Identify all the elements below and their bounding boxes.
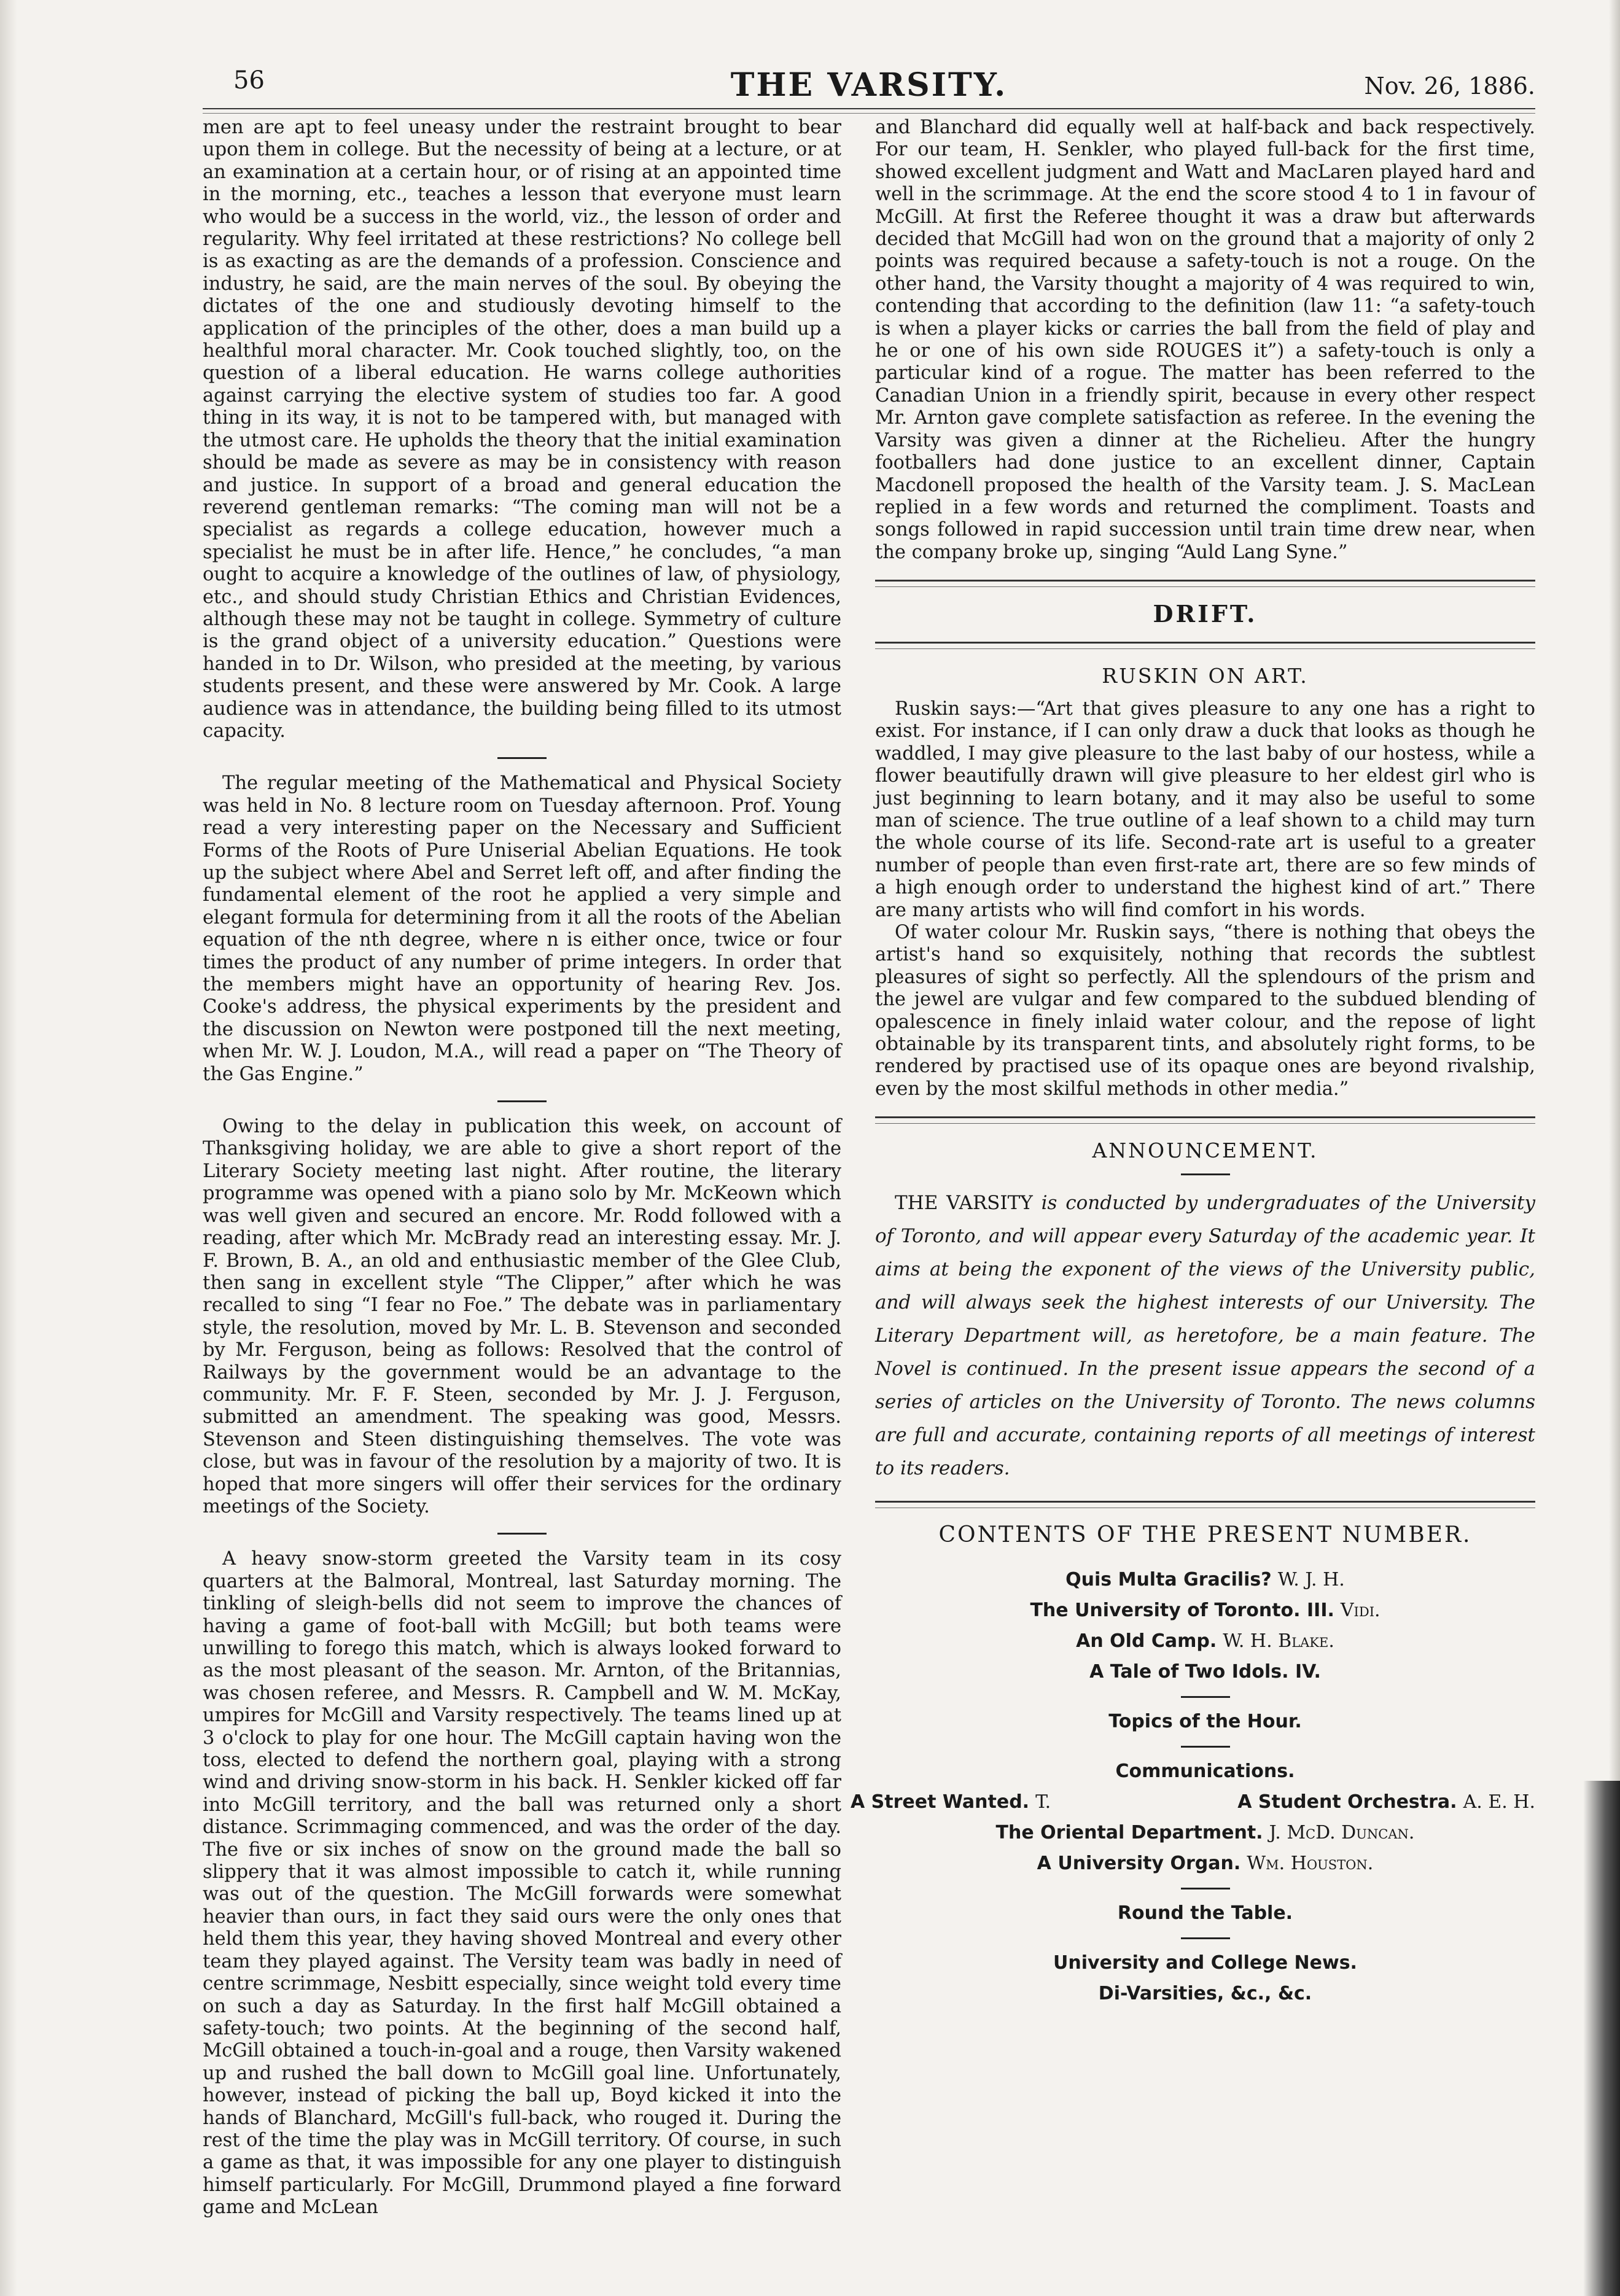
toc-entry-title: The Oriental Department. [995, 1822, 1263, 1844]
math-society-paragraph: The regular meeting of the Mathematical and Physical Society was held in No. 8 lecture room on Tuesday afternoon. Prof. Young read a very interesting paper on the Necessary and Sufficient Forms of the Roots of Pure Uniserial Abelian Equations. He took up the subject where Abel and Serret left off, and after finding the fundamental element of the root he applied a very simple and elegant formula for determining from it all the roots of the Abelian equation of the nth degree, where n is either once, twice or four times the product of any number of prime integers. In order that the members might have an opportunity of hearing Rev. Jos. Cooke's address, the physical experiments by the president and the discussion on Newton were postponed till the next meeting, when Mr. W. J. Loudon, M.A., will read a paper on “The Theory of the Gas Engine.” [203, 772, 841, 1085]
toc-entry [875, 1818, 1535, 1848]
toc-entry-title: The University of Toronto. III. [1030, 1600, 1334, 1622]
announcement-body: is conducted by undergraduates of the University of Toronto, and will appear every Saturday of the academic year. It aims at being the exponent of the views of the University public, and will always seek the highest interests of our University. The Literary Department will, as heretofore, be a main feature. The Novel is continued. In the present issue appears the second of a series of articles on the University of Toronto. The news columns are full and accurate, containing reports of all meetings of interest to its readers. [875, 1191, 1535, 1479]
toc-entry-author: Vidi. [1340, 1600, 1381, 1622]
toc-entry-pair [851, 1787, 1535, 1818]
right-column [851, 117, 1535, 2009]
section-divider [497, 1100, 547, 1102]
ruskin-paragraph-2: Of water colour Mr. Ruskin says, “there is nothing that obeys the artist's hand so exquisitely, nothing that records the subtlest pleasures of sight so perfectly. All the splendours of the prism and the jewel are vulgar and few compared to the subdued blending of opalescence in finely inlaid water colour, and the repose of light obtainable by its transparent tints, and absolutely right forms, to be rendered by practised use of its opaque ones are beyond rivalship, even by the most skilful methods in other media.” [875, 922, 1535, 1100]
double-rule [875, 642, 1535, 649]
toc-entry-title: Quis Multa Gracilis? [1065, 1569, 1272, 1591]
announcement-lead: THE VARSITY [895, 1191, 1033, 1214]
toc-entry-title: A University Organ. [1037, 1853, 1241, 1875]
toc-entry [875, 1848, 1535, 1879]
toc-divider [1181, 1696, 1230, 1698]
page-edge-right [1609, 0, 1620, 1781]
toc-entry-author: T. [1035, 1791, 1051, 1813]
toc-entry [875, 1657, 1535, 1687]
toc-divider [1181, 1888, 1230, 1889]
section-divider [497, 1533, 547, 1535]
toc-round-table: Round the Table. [1117, 1902, 1293, 1924]
toc-entry-author: W. J. H. [1277, 1569, 1345, 1591]
toc-entry-author: Wm. Houston. [1247, 1853, 1374, 1875]
toc-entry [875, 1595, 1535, 1626]
toc-divider [1181, 1746, 1230, 1748]
cook-lecture-paragraph: men are apt to feel uneasy under the restraint brought to bear upon them in college. But the necessity of being at a lecture, or at an examination at a certain hour, or of rising at an appointed time in the morning, etc., teaches a lesson that everyone must learn who would be a success in the world, viz., the lesson of order and regularity. Why feel irritated at these restrictions? No college bell is as exacting as are the demands of a profession. Conscience and industry, he said, are the main nerves of the soul. By obeying the dictates of the one and studiously devoting himself to the application of the principles of the other, does a man build up a healthful moral character. Mr. Cook touched slightly, too, on the question of a liberal education. He warns college authorities against carrying the elective system of studies too far. A good thing in its way, it is not to be tampered with, but managed with the utmost care. He upholds the theory that the initial examination should be made as severe as may be in consistency with reason and justice. In support of a broad and general education the reverend gentleman remarks: “The coming man will not be a specialist as regards a college education, however much a specialist he must be in after life. Hence,” he concludes, “a man ought to acquire a knowledge of the outlines of law, of physiology, etc., and should study Christian Ethics and Christian Evidences, although these may not be taught in college. Symmetry of culture is the grand object of a university education.” Questions were handed in to Dr. Wilson, who presided at the meeting, by various students present, and these were answered by Mr. Cook. A large audience was in attendance, the building being filled to its utmost capacity. [203, 117, 841, 742]
ruskin-heading: RUSKIN ON ART. [1102, 663, 1309, 688]
toc-entry-author: J. McD. Duncan. [1269, 1822, 1415, 1844]
page-number: 56 [233, 66, 265, 95]
issue-date: Nov. 26, 1886. [1364, 72, 1535, 99]
toc-divarsities: Di-Varsities, &c., &c. [1098, 1983, 1312, 2005]
masthead-title: THE VARSITY. [730, 66, 1008, 104]
page-edge-left [0, 0, 17, 2296]
toc-entry-title: A Street Wanted. [851, 1791, 1030, 1813]
football-continued-paragraph: and Blanchard did equally well at half-back and back respectively. For our team, H. Senkler, who played full-back for the first time, showed excellent judgment and Watt and MacLaren played hard and well in the scrimmage. At the end the score stood 4 to 1 in favour of McGill. At first the Referee thought it was a draw but afterwards decided that McGill had won on the ground that a majority of only 2 points was required because a safety-touch is not a rouge. On the other hand, the Varsity thought a majority of 4 was required to win, contending that according to the definition (law 11: “a safety-touch is when a player kicks or carries the ball from the field of play and he or one of his own side ROUGES it”) a safety-touch is only a particular kind of a rogue. The matter has been referred to the Canadian Union in a friendly spirit, because in every other respect Mr. Arnton gave complete satisfaction as referee. In the evening the Varsity was given a dinner at the Richelieu. After the hungry footballers had done justice to an excellent dinner, Captain Macdonell proposed the health of the Varsity team. J. S. MacLean replied in a few words and returned the compliment. Toasts and songs followed in rapid succession until train time drew near, when the company broke up, singing “Auld Lang Syne.” [875, 117, 1535, 563]
toc-news: University and College News. [1053, 1952, 1357, 1974]
double-rule [875, 1116, 1535, 1124]
announcement-text [875, 1186, 1535, 1485]
toc-entry [1237, 1787, 1535, 1818]
toc-entry-title: A Student Orchestra. [1237, 1791, 1457, 1813]
toc-entry [875, 1626, 1535, 1657]
page-binding-shadow [1583, 1781, 1620, 2296]
contents-heading: CONTENTS OF THE PRESENT NUMBER. [938, 1522, 1472, 1547]
section-divider [497, 757, 547, 759]
toc-communications: Communications. [1115, 1761, 1295, 1783]
toc-entry-author: W. H. Blake. [1223, 1630, 1334, 1652]
toc-divider [1181, 1937, 1230, 1939]
toc-entry-author: A. E. H. [1463, 1791, 1535, 1813]
table-of-contents [851, 1565, 1535, 2009]
section-divider [1181, 1173, 1230, 1175]
double-rule [875, 580, 1535, 587]
drift-heading: DRIFT. [1153, 600, 1258, 628]
left-column [203, 117, 841, 2219]
toc-entry [851, 1787, 1051, 1818]
toc-entry [875, 1565, 1535, 1595]
header-rule [203, 108, 1535, 114]
football-paragraph: A heavy snow-storm greeted the Varsity team in its cosy quarters at the Balmoral, Montreal, last Saturday morning. The tinkling of sleigh-bells did not seem to improve the chances of having a game of foot-ball with McGill; but both teams were unwilling to forego this match, which is always looked forward to as the most pleasant of the season. Mr. Arnton, of the Britannias, was chosen referee, and Messrs. R. Campbell and W. M. McKay, umpires for McGill and Varsity respectively. The teams lined up at 3 o'clock to play for one hour. The McGill captain having won the toss, elected to defend the northern goal, playing with a strong wind and driving snow-storm in his back. H. Senkler kicked off far into McGill territory, and the ball was returned only a short distance. Scrimmaging commenced, and was the order of the day. The five or six inches of snow on the ground made the ball so slippery that it was almost impossible to catch it, while running was out of the question. The McGill forwards were somewhat heavier than ours, in fact they said ours were the only ones that held them this year, they having shoved Montreal and every other team they played against. The Versity team was badly in need of centre scrimmage, Nesbitt especially, since weight told every time on such a day as Saturday. In the first half McGill obtained a safety-touch; two points. At the beginning of the second half, McGill obtained a touch-in-goal and a rouge, then Varsity wakened up and rushed the ball down to McGill goal line. Unfortunately, however, instead of picking the ball up, Boyd kicked it into the hands of Blanchard, McGill's full-back, who rouged it. During the rest of the time the play was in McGill territory. Of course, in such a game as that, it was impossible for any one player to distinguish himself particularly. For McGill, Drummond played a fine forward game and McLean [203, 1548, 841, 2219]
announcement-heading: ANNOUNCEMENT. [1092, 1138, 1318, 1163]
toc-entry-title: An Old Camp. [1076, 1630, 1217, 1652]
double-rule [875, 1501, 1535, 1508]
running-head [203, 66, 1535, 109]
toc-entry-title: A Tale of Two Idols. IV. [1089, 1661, 1321, 1683]
toc-topics: Topics of the Hour. [1108, 1711, 1302, 1733]
ruskin-paragraph-1: Ruskin says:—“Art that gives pleasure to any one has a right to exist. For instance, if I can only draw a duck that looks as though he waddled, I may give pleasure to the last baby of our hostess, while a flower beautifully drawn will give pleasure to her eldest girl who is just beginning to learn botany, and it may also be useful to some man of science. The true outline of a leaf shown to a child may turn the whole course of its life. Second-rate art is useful to a greater number of people than even first-rate art, there are so few minds of a high enough order to understand the highest kind of art.” There are many artists who will find comfort in his words. [875, 698, 1535, 921]
literary-society-paragraph: Owing to the delay in publication this week, on account of Thanksgiving holiday, we are able to give a short report of the Literary Society meeting last night. After routine, the literary programme was opened with a piano solo by Mr. McKeown which was well given and secured an encore. Mr. Rodd followed with a reading, after which Mr. McBrady read an interesting essay. Mr. J. F. Brown, B. A., an old and enthusiastic member of the Glee Club, then sang in excellent style “The Clipper,” after which he was recalled to sing “I fear no Foe.” The debate was in parliamentary style, the resolution, moved by Mr. L. B. Stevenson and seconded by Mr. Ferguson, being as follows: Resolved that the control of Railways by the government would be an advantage to the community. Mr. F. F. Steen, seconded by Mr. J. J. Ferguson, submitted an amendment. The speaking was good, Messrs. Stevenson and Steen distinguishing themselves. The vote was close, but was in favour of the resolution by a majority of two. It is hoped that more singers will offer their services for the ordinary meetings of the Society. [203, 1116, 841, 1517]
